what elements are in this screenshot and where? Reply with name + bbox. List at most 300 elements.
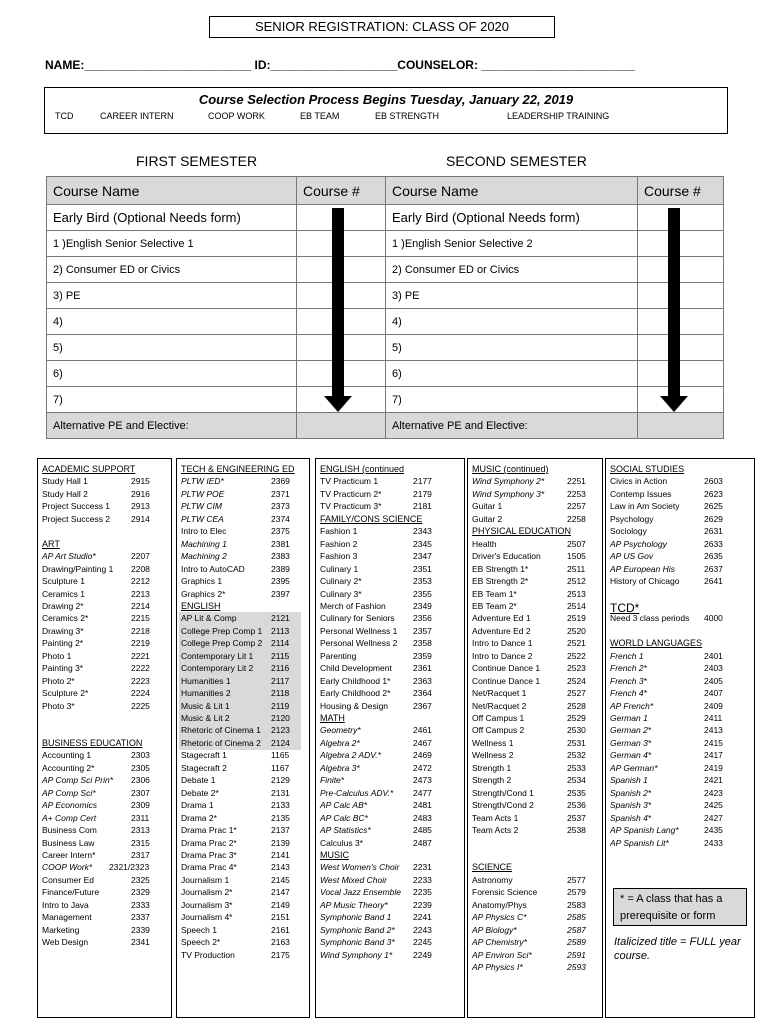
- course-title: Study Hall 1: [42, 476, 88, 487]
- course-title: Speech 2*: [181, 937, 221, 948]
- course-column-3: [315, 458, 465, 1018]
- course-number: 2407: [704, 688, 723, 699]
- course-name-cell[interactable]: 6): [386, 361, 638, 387]
- course-number: 2117: [271, 675, 290, 686]
- course-title: Culinary 2*: [320, 576, 362, 587]
- course-number: 2593: [567, 962, 586, 972]
- course-name-cell[interactable]: 4): [386, 309, 638, 335]
- course-number: 2141: [271, 849, 290, 860]
- course-number: 2175: [271, 949, 290, 960]
- course-title: AP US Gov: [610, 551, 654, 562]
- course-name-cell[interactable]: 6): [47, 361, 297, 387]
- course-number-cell[interactable]: [638, 231, 724, 257]
- course-number: 2306: [131, 775, 150, 786]
- course-title: Pre-Calculus ADV.*: [320, 787, 394, 798]
- second-semester-arrow-icon: [660, 396, 688, 412]
- course-title: Speech 1: [181, 924, 217, 935]
- course-title: Study Hall 2: [42, 488, 88, 499]
- course-number: 2145: [271, 874, 290, 885]
- course-number: 2374: [271, 513, 290, 524]
- course-number: 2375: [271, 526, 290, 537]
- course-number: 2215: [131, 613, 150, 624]
- course-number: 2351: [413, 563, 432, 574]
- course-number: 2225: [131, 700, 150, 711]
- course-name-cell[interactable]: 4): [47, 309, 297, 335]
- course-title: AP Chemistry*: [472, 937, 527, 948]
- course-title: AP Music Theory*: [320, 899, 388, 910]
- course-number: 2511: [567, 563, 586, 574]
- course-number: 2519: [567, 613, 586, 624]
- course-number: 2181: [413, 501, 432, 512]
- course-number: 2124: [271, 737, 290, 748]
- section-heading: SCIENCE: [472, 862, 513, 873]
- course-title: Journalism 4*: [181, 912, 233, 923]
- course-title: Ceramics 1: [42, 588, 85, 599]
- section-heading: PHYSICAL EDUCATION: [472, 526, 572, 537]
- section-heading: TCD*: [610, 600, 640, 615]
- course-name-cell[interactable]: Early Bird (Optional Needs form): [47, 205, 297, 231]
- course-number: 2532: [567, 750, 586, 761]
- course-number: 2537: [567, 812, 586, 823]
- course-title: College Prep Comp 2: [181, 638, 263, 649]
- course-number: 2329: [131, 887, 150, 898]
- course-title: Strength 2: [472, 775, 512, 786]
- course-number: 2359: [413, 650, 432, 661]
- course-number: 2235: [413, 887, 432, 898]
- course-title: Intro to AutoCAD: [181, 563, 245, 574]
- course-title: Calculus 3*: [320, 837, 363, 848]
- alternative-elective-cell[interactable]: Alternative PE and Elective:: [386, 413, 638, 439]
- course-title: PLTW CEA: [181, 513, 224, 524]
- prerequisite-note: * = A class that has a prerequisite or form: [613, 888, 747, 926]
- course-name-cell[interactable]: Early Bird (Optional Needs form): [386, 205, 638, 231]
- course-title: Early Childhood 1*: [320, 675, 391, 686]
- course-title: AP Psychology: [610, 538, 667, 549]
- course-number: 2315: [131, 837, 150, 848]
- course-number: 2524: [567, 675, 586, 686]
- course-number: 2533: [567, 762, 586, 773]
- table-row: [386, 413, 724, 439]
- course-title: AP Economics: [42, 800, 97, 811]
- course-number: 2521: [567, 638, 586, 649]
- course-number-cell[interactable]: [638, 283, 724, 309]
- course-title: Health: [472, 538, 497, 549]
- course-number: 2219: [131, 638, 150, 649]
- course-number: 2623: [704, 488, 723, 499]
- section-heading: ENGLISH (continued: [320, 464, 405, 474]
- course-number: 2383: [271, 551, 290, 562]
- course-number: 2218: [131, 625, 150, 636]
- course-title: Finite*: [320, 775, 345, 786]
- course-number: 2116: [271, 663, 290, 674]
- course-number: 2356: [413, 613, 432, 624]
- course-title: Anatomy/Phys: [472, 899, 527, 910]
- program-career-intern: CAREER INTERN: [100, 111, 174, 121]
- course-number: 2133: [271, 800, 290, 811]
- course-title: Personal Wellness 2: [320, 638, 398, 649]
- course-number: 2325: [131, 874, 150, 885]
- course-title: Guitar 2: [472, 513, 503, 524]
- course-column-4: [467, 458, 603, 1018]
- course-title: Guitar 1: [472, 501, 503, 512]
- course-number: 2637: [704, 563, 723, 574]
- course-number: 2317: [131, 849, 150, 860]
- course-number: 2223: [131, 675, 150, 686]
- course-title: Humanities 2: [181, 688, 231, 699]
- course-title: A+ Comp Cert: [42, 812, 97, 823]
- course-title: Culinary 1: [320, 563, 359, 574]
- course-title: Net/Racquet 2: [472, 700, 527, 711]
- course-title: Merch of Fashion: [320, 600, 386, 611]
- course-title: Finance/Future: [42, 887, 100, 898]
- course-number: 2603: [704, 476, 723, 487]
- course-title: Machining 2: [181, 551, 227, 562]
- course-name-cell[interactable]: 5): [47, 335, 297, 361]
- course-number: 2403: [704, 663, 723, 674]
- course-number: 2641: [704, 576, 723, 587]
- course-number: 2113: [271, 625, 290, 636]
- course-number: 2427: [704, 812, 723, 823]
- course-number: 2373: [271, 501, 290, 512]
- program-leadership-training: LEADERSHIP TRAINING: [507, 111, 610, 121]
- course-number: 2538: [567, 825, 586, 836]
- course-number: 2367: [413, 700, 432, 711]
- course-title: AP Comp Sci Prin*: [42, 775, 114, 786]
- course-number: 2413: [704, 725, 723, 736]
- course-number: 2405: [704, 675, 723, 686]
- section-heading: SOCIAL STUDIES: [610, 464, 685, 474]
- table-row: [386, 177, 724, 205]
- course-title: College Prep Comp 1: [181, 625, 263, 636]
- program-tcd: TCD: [55, 111, 74, 121]
- course-number: 2258: [567, 513, 586, 524]
- course-number: 2534: [567, 775, 586, 786]
- course-number: 2131: [271, 787, 290, 798]
- course-title: Strength/Cond 1: [472, 787, 534, 798]
- course-number-header[interactable]: Course #: [297, 177, 386, 205]
- course-number: 2321/2323: [109, 862, 150, 873]
- course-title: Need 3 class periods: [610, 613, 690, 624]
- program-eb-strength: EB STRENGTH: [375, 111, 440, 121]
- full-year-note-text: Italicized title = FULL year course.: [614, 936, 741, 962]
- course-title: Debate 2*: [181, 787, 219, 798]
- course-number: 2179: [413, 488, 432, 499]
- alternative-number-cell[interactable]: [638, 413, 724, 439]
- course-title: EB Team 2*: [472, 600, 517, 611]
- course-title: AP French*: [610, 700, 654, 711]
- course-title: Intro to Java: [42, 899, 89, 910]
- course-number: 2149: [271, 899, 290, 910]
- course-title: AP Environ Sci*: [472, 949, 532, 960]
- course-number: 2577: [567, 874, 586, 885]
- course-title: Photo 2*: [42, 675, 75, 686]
- course-number-header[interactable]: Course #: [638, 177, 724, 205]
- name-id-counselor-line[interactable]: NAME:_________________________ ID:___________________COUNSELOR: _______________________: [45, 58, 635, 72]
- course-title: Parenting: [320, 650, 357, 661]
- section-heading: TECH & ENGINEERING ED: [181, 464, 295, 474]
- course-title: Symphonic Band 1: [320, 912, 392, 923]
- course-title: Management: [42, 912, 92, 923]
- course-name-cell[interactable]: 3) PE: [386, 283, 638, 309]
- course-number: 2914: [131, 513, 150, 524]
- course-number: 2137: [271, 825, 290, 836]
- course-title: COOP Work*: [42, 862, 93, 873]
- course-title: West Women's Choir: [320, 862, 400, 873]
- course-title: Forensic Science: [472, 887, 538, 898]
- section-heading: FAMILY/CONS SCIENCE: [320, 513, 423, 524]
- course-title: Contemp Issues: [610, 488, 672, 499]
- course-number: 2222: [131, 663, 150, 674]
- course-name-header[interactable]: Course Name: [47, 177, 297, 205]
- course-title: EB Strength 2*: [472, 576, 529, 587]
- course-title: Strength 1: [472, 762, 512, 773]
- course-number: 2243: [413, 924, 432, 935]
- course-title: Law in Am Society: [610, 501, 680, 512]
- course-number: 2472: [413, 762, 432, 773]
- course-number: 2118: [271, 688, 290, 699]
- course-number: 2395: [271, 576, 290, 587]
- course-number: 2221: [131, 650, 150, 661]
- section-heading: MUSIC: [320, 849, 349, 860]
- course-number: 2147: [271, 887, 290, 898]
- course-number: 2477: [413, 787, 432, 798]
- course-title: Sculpture 2*: [42, 688, 89, 699]
- course-number: 2579: [567, 887, 586, 898]
- course-number: 2433: [704, 837, 723, 848]
- course-number: 2341: [131, 937, 150, 948]
- program-eb-team: EB TEAM: [300, 111, 340, 121]
- course-title: Drama 1: [181, 800, 214, 811]
- course-number: 2239: [413, 899, 432, 910]
- course-number: 2231: [413, 862, 432, 873]
- course-number: 2512: [567, 576, 586, 587]
- course-number: 2461: [413, 725, 432, 736]
- course-number: 2333: [131, 899, 150, 910]
- full-year-note: [614, 935, 754, 963]
- first-semester-arrow-shaft: [332, 208, 344, 398]
- course-name-cell[interactable]: 5): [386, 335, 638, 361]
- course-title: French 3*: [610, 675, 647, 686]
- course-title: Housing & Design: [320, 700, 389, 711]
- course-title: Debate 1: [181, 775, 216, 786]
- second-semester-heading: SECOND SEMESTER: [446, 153, 587, 169]
- course-number: 2313: [131, 825, 150, 836]
- course-name-cell[interactable]: 2) Consumer ED or Civics: [47, 257, 297, 283]
- course-number: 2409: [704, 700, 723, 711]
- course-name-cell[interactable]: 3) PE: [47, 283, 297, 309]
- course-number: 2364: [413, 688, 432, 699]
- course-number: 2369: [271, 476, 290, 487]
- course-title: Adventure Ed 1: [472, 613, 531, 624]
- course-number: 2207: [131, 551, 150, 562]
- course-title: Drama Prac 3*: [181, 849, 237, 860]
- course-number: 2520: [567, 625, 586, 636]
- course-number-cell[interactable]: [638, 309, 724, 335]
- course-number: 1165: [271, 750, 290, 761]
- course-number: 2311: [131, 812, 150, 823]
- course-title: TV Practicum 3*: [320, 501, 382, 512]
- course-title: Drama Prac 1*: [181, 825, 237, 836]
- course-title: Business Law: [42, 837, 95, 848]
- course-number: 2151: [271, 912, 290, 923]
- course-title: Astronomy: [472, 874, 513, 885]
- course-title: Adventure Ed 2: [472, 625, 531, 636]
- course-number: 2591: [567, 949, 586, 960]
- course-title: Symphonic Band 3*: [320, 937, 395, 948]
- course-number: 2224: [131, 688, 150, 699]
- section-heading: ART: [42, 538, 60, 549]
- course-number: 2522: [567, 650, 586, 661]
- course-title: PLTW IED*: [181, 476, 224, 487]
- course-number: 2214: [131, 600, 150, 611]
- section-heading: ACADEMIC SUPPORT: [42, 464, 136, 474]
- course-number: 2361: [413, 663, 432, 674]
- course-number: 2120: [271, 713, 290, 723]
- course-title: Wellness 2: [472, 750, 514, 761]
- section-heading: MATH: [320, 713, 345, 723]
- course-title: Intro to Elec: [181, 526, 227, 537]
- course-number: 2473: [413, 775, 432, 786]
- course-title: Child Development: [320, 663, 392, 674]
- course-number: 2303: [131, 750, 150, 761]
- course-number: 2339: [131, 924, 150, 935]
- course-title: French 1: [610, 650, 644, 661]
- course-number: 2481: [413, 800, 432, 811]
- course-title: AP Calc BC*: [320, 812, 368, 823]
- page-title: SENIOR REGISTRATION: CLASS OF 2020: [209, 16, 555, 38]
- course-title: AP Physics C*: [472, 912, 527, 923]
- course-number: 2353: [413, 576, 432, 587]
- course-title: Geometry*: [320, 725, 361, 736]
- course-title: Business Com: [42, 825, 97, 836]
- course-number: 2485: [413, 825, 432, 836]
- course-number: 2423: [704, 787, 723, 798]
- course-name-cell[interactable]: 1 )English Senior Selective 2: [386, 231, 638, 257]
- course-number: 2514: [567, 600, 586, 611]
- course-number-cell[interactable]: [638, 361, 724, 387]
- course-title: Wind Symphony 1*: [320, 949, 393, 960]
- course-title: Continue Dance 1: [472, 675, 541, 686]
- course-title: Spanish 4*: [610, 812, 652, 823]
- section-heading: WORLD LANGUAGES: [610, 638, 703, 649]
- course-title: Drama Prac 4*: [181, 862, 237, 873]
- course-title: Off Campus 1: [472, 713, 525, 723]
- course-number: 2523: [567, 663, 586, 674]
- course-number: 2345: [413, 538, 432, 549]
- course-title: Project Success 2: [42, 513, 111, 524]
- course-name-cell[interactable]: 7): [47, 387, 297, 413]
- course-name-cell[interactable]: 7): [386, 387, 638, 413]
- course-title: Contemporary Lit 2: [181, 663, 254, 674]
- section-heading: MUSIC (continued): [472, 464, 549, 474]
- alternative-elective-cell[interactable]: Alternative PE and Elective:: [47, 413, 297, 439]
- course-title: Net/Racquet 1: [472, 688, 527, 699]
- alternative-number-cell[interactable]: [297, 413, 386, 439]
- course-number-cell[interactable]: [638, 257, 724, 283]
- course-number: 2309: [131, 800, 150, 811]
- course-title: Fashion 2: [320, 538, 358, 549]
- course-title: French 2*: [610, 663, 647, 674]
- course-title: Accounting 1: [42, 750, 92, 761]
- course-title: Drawing/Painting 1: [42, 563, 114, 574]
- course-title: German 3*: [610, 737, 652, 748]
- course-title: AP Spanish Lit*: [610, 837, 669, 848]
- course-title: German 2*: [610, 725, 652, 736]
- course-name-header[interactable]: Course Name: [386, 177, 638, 205]
- course-number-cell[interactable]: [638, 335, 724, 361]
- course-title: German 1: [610, 713, 648, 723]
- course-name-cell[interactable]: 1 )English Senior Selective 1: [47, 231, 297, 257]
- course-number: 2469: [413, 750, 432, 761]
- course-title: Spanish 3*: [610, 800, 652, 811]
- course-number-cell[interactable]: [638, 205, 724, 231]
- course-title: AP Calc AB*: [320, 800, 368, 811]
- course-number: 2913: [131, 501, 150, 512]
- section-heading: BUSINESS EDUCATION: [42, 737, 143, 748]
- course-number: 2633: [704, 538, 723, 549]
- course-title: Wellness 1: [472, 737, 514, 748]
- course-title: TV Practicum 1: [320, 476, 379, 487]
- course-title: Symphonic Band 2*: [320, 924, 395, 935]
- course-number: 2249: [413, 949, 432, 960]
- second-semester-arrow-shaft: [668, 208, 680, 398]
- course-number: 2119: [271, 700, 290, 711]
- course-title: Continue Dance 1: [472, 663, 541, 674]
- course-number: 2307: [131, 787, 150, 798]
- course-selection-process-box: [44, 87, 728, 134]
- course-title: Graphics 2*: [181, 588, 226, 599]
- course-title: Rhetoric of Cinema 1: [181, 725, 261, 736]
- course-name-cell[interactable]: 2) Consumer ED or Civics: [386, 257, 638, 283]
- course-title: Civics in Action: [610, 476, 668, 487]
- course-title: Algebra 2*: [320, 737, 360, 748]
- course-title: West Mixed Choir: [320, 874, 387, 885]
- course-title: Spanish 1: [610, 775, 648, 786]
- course-title: Fashion 3: [320, 551, 358, 562]
- course-title: Intro to Dance 2: [472, 650, 533, 661]
- course-title: AP Biology*: [472, 924, 517, 935]
- course-number: 4000: [704, 613, 723, 624]
- course-title: Consumer Ed: [42, 874, 94, 885]
- course-number: 2257: [567, 501, 586, 512]
- course-number: 2419: [704, 762, 723, 773]
- course-title: Stagecraft 1: [181, 750, 227, 761]
- course-title: Graphics 1: [181, 576, 223, 587]
- course-number: 2177: [413, 476, 432, 487]
- course-number: 2212: [131, 576, 150, 587]
- course-title: Vocal Jazz Ensemble: [320, 887, 401, 898]
- course-title: Sculpture 1: [42, 576, 85, 587]
- course-title: Personal Wellness 1: [320, 625, 398, 636]
- course-title: Intro to Dance 1: [472, 638, 533, 649]
- course-title: Journalism 1: [181, 874, 230, 885]
- course-number: 2114: [271, 638, 290, 649]
- course-title: AP Spanish Lang*: [610, 825, 679, 836]
- course-title: Team Acts 1: [472, 812, 519, 823]
- course-number: 2585: [567, 912, 586, 923]
- course-number: 2363: [413, 675, 432, 686]
- course-number: 1505: [567, 551, 586, 562]
- course-number: 2401: [704, 650, 723, 661]
- course-title: Humanities 1: [181, 675, 231, 686]
- course-title: Culinary for Seniors: [320, 613, 395, 624]
- course-title: Music & Lit 2: [181, 713, 230, 723]
- course-title: Stagecraft 2: [181, 762, 227, 773]
- course-title: Team Acts 2: [472, 825, 519, 836]
- course-number: 2530: [567, 725, 586, 736]
- course-title: Accounting 2*: [42, 762, 95, 773]
- course-title: Project Success 1: [42, 501, 111, 512]
